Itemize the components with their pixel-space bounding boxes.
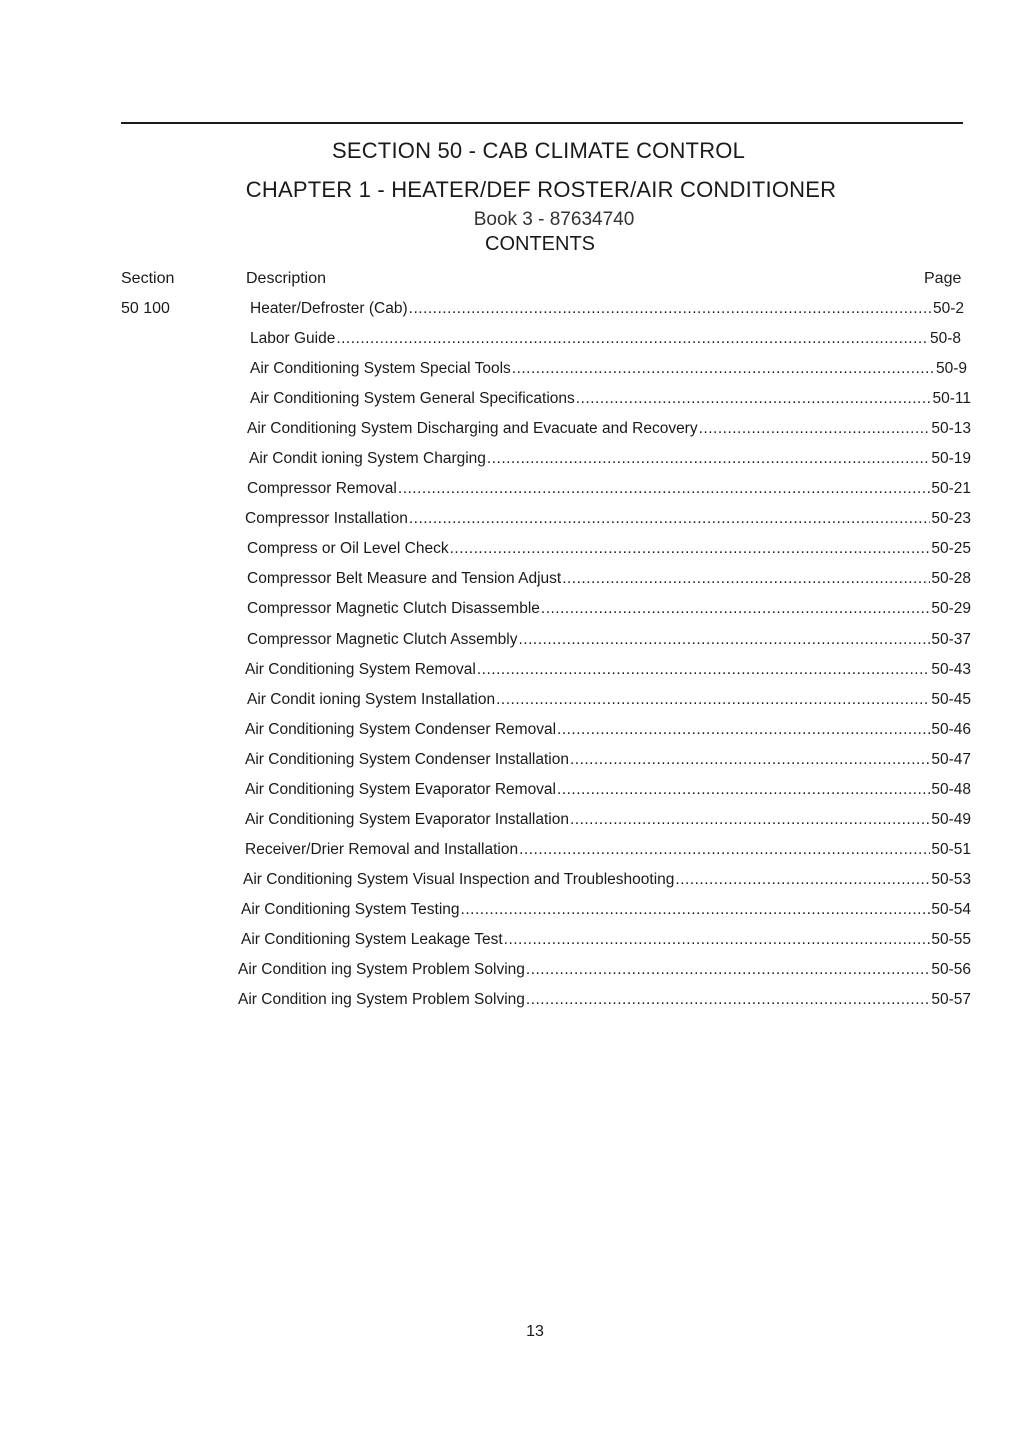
toc-entry-page: 50-48 [931, 781, 971, 798]
column-header-section: Section [121, 270, 175, 287]
toc-entry-title: Compressor Installation [245, 510, 408, 527]
toc-entry [243, 871, 971, 891]
toc-entry-title: Air Conditioning System Condenser Installation [245, 751, 569, 768]
toc-entry-title: Compressor Removal [247, 480, 397, 497]
toc-entry [250, 300, 964, 320]
toc-entry [241, 931, 971, 951]
toc-entry [245, 811, 971, 831]
toc-leader [512, 360, 935, 378]
toc-leader [675, 871, 930, 889]
toc-leader [461, 901, 931, 919]
toc-leader [557, 721, 930, 739]
toc-entry-page: 50-51 [931, 841, 971, 858]
toc-entry-title: Air Conditioning System Leakage Test [241, 931, 503, 948]
toc-entry-page: 50-56 [931, 961, 971, 978]
toc-entry-page: 50-57 [931, 991, 971, 1008]
toc-leader [526, 991, 930, 1009]
toc-entry [245, 781, 971, 801]
toc-entry [238, 961, 971, 981]
toc-entry [250, 390, 971, 410]
book-number: Book 3 - 87634740 [473, 209, 635, 230]
toc-entry-title: Compressor Magnetic Clutch Assembly [247, 631, 518, 648]
toc-leader [487, 450, 930, 468]
toc-leader [409, 300, 932, 318]
toc-entry [245, 721, 971, 741]
toc-leader [576, 390, 932, 408]
toc-entry-title: Compressor Magnetic Clutch Disassemble [247, 600, 540, 617]
toc-entry-page: 50-55 [931, 931, 971, 948]
toc-entry [247, 631, 971, 651]
toc-entry-page: 50-11 [932, 390, 971, 407]
toc-entry-title: Receiver/Drier Removal and Installation [245, 841, 519, 858]
toc-entry-page: 50-19 [931, 450, 971, 467]
toc-leader [570, 811, 930, 829]
toc-entry [247, 691, 971, 711]
toc-leader [541, 600, 930, 618]
toc-entry-title: Air Condition ing System Problem Solving [238, 961, 525, 978]
toc-leader [570, 751, 930, 769]
toc-entry-page: 50-21 [931, 480, 971, 497]
toc-entry-page: 50-9 [935, 360, 967, 377]
page-number: 13 [526, 1323, 544, 1340]
toc-leader [557, 781, 930, 799]
toc-entry-title: Air Conditioning System Special Tools [250, 360, 511, 377]
toc-entry [241, 901, 971, 921]
toc-entry [247, 600, 971, 620]
toc-entry [245, 751, 971, 771]
column-header-page: Page [924, 270, 962, 287]
top-rule [121, 122, 963, 124]
toc-leader [450, 540, 931, 558]
toc-entry-page: 50-8 [929, 330, 961, 347]
toc-leader [398, 480, 930, 498]
toc-entry-title: Air Conditioning System Evaporator Installation [245, 811, 569, 828]
toc-entry [245, 661, 971, 681]
toc-entry-title: Air Conditioning System Testing [241, 901, 460, 918]
toc-entry-title: Air Conditioning System Visual Inspection and Troubleshooting [243, 871, 675, 888]
toc-entry-page: 50-43 [931, 661, 971, 678]
toc-entry-page: 50-46 [931, 721, 971, 738]
toc-entry-title: Air Conditioning System Discharging and Evacuate and Recovery [247, 420, 698, 437]
toc-leader [562, 570, 930, 588]
toc-entry [245, 510, 971, 530]
toc-leader [519, 841, 930, 859]
toc-entry-title: Air Condit ioning System Installation [247, 691, 496, 708]
toc-leader [526, 961, 930, 979]
section-title: SECTION 50 - CAB CLIMATE CONTROL [331, 138, 746, 163]
section-number: 50 100 [121, 300, 170, 317]
toc-entry-title: Compress or Oil Level Check [247, 540, 449, 557]
toc-leader [477, 661, 930, 679]
toc-entry-title: Air Condition ing System Problem Solving [238, 991, 525, 1008]
toc-entry-page: 50-29 [931, 600, 971, 617]
toc-entry [250, 360, 967, 380]
toc-leader [699, 420, 931, 438]
toc-entry [250, 330, 961, 350]
toc-entry-page: 50-2 [932, 300, 964, 317]
column-header-description: Description [246, 270, 327, 287]
toc-entry-page: 50-28 [931, 570, 971, 587]
toc-entry-page: 50-23 [931, 510, 971, 527]
toc-leader [504, 931, 931, 949]
toc-entry-page: 50-47 [931, 751, 971, 768]
toc-entry-title: Compressor Belt Measure and Tension Adjust [247, 570, 562, 587]
toc-leader [336, 330, 929, 348]
toc-entry-title: Air Conditioning System General Specifications [250, 390, 575, 407]
toc-entry-page: 50-54 [931, 901, 971, 918]
toc-leader [409, 510, 931, 528]
chapter-title: CHAPTER 1 - HEATER/DEF ROSTER/AIR CONDITIONER [245, 177, 837, 202]
toc-entry-title: Air Condit ioning System Charging [249, 450, 486, 467]
contents-heading: CONTENTS [485, 233, 595, 255]
toc-entry-page: 50-37 [931, 631, 971, 648]
toc-entry-title: Air Conditioning System Condenser Removal [245, 721, 557, 738]
toc-entry-page: 50-53 [931, 871, 971, 888]
toc-entry [247, 420, 971, 440]
toc-entry-title: Labor Guide [250, 330, 336, 347]
toc-entry-page: 50-25 [931, 540, 971, 557]
toc-leader [496, 691, 930, 709]
toc-entry-page: 50-49 [931, 811, 971, 828]
toc-entry-title: Heater/Defroster (Cab) [250, 300, 408, 317]
toc-entry-title: Air Conditioning System Removal [245, 661, 476, 678]
toc-entry [247, 480, 971, 500]
toc-entry [249, 450, 971, 470]
toc-entry [238, 991, 971, 1011]
toc-leader [519, 631, 931, 649]
toc-entry [245, 841, 971, 861]
toc-entry [247, 540, 971, 560]
toc-entry-page: 50-13 [931, 420, 971, 437]
toc-entry-page: 50-45 [931, 691, 971, 708]
toc-entry-title: Air Conditioning System Evaporator Removal [245, 781, 556, 798]
toc-entry [247, 570, 971, 590]
